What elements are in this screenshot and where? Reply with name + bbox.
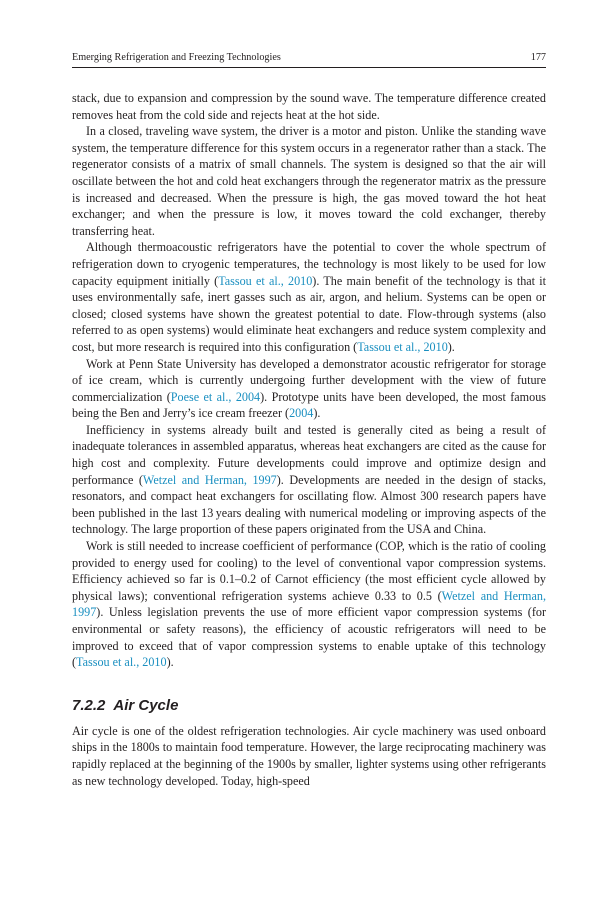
paragraph-text: ).: [166, 655, 174, 670]
paragraph: [72, 90, 546, 123]
paragraph: [72, 723, 546, 789]
paragraph: [72, 422, 546, 538]
paragraph-text: ). Unless legislation prevents the use of more efficient vapor compression systems (for environmental or safety reasons), the efficiency of acoustic refrigerators will need to be improved to exceed that of vapor compression systems to enable uptake of this technology (: [72, 605, 546, 670]
paragraph: [72, 123, 546, 239]
paragraph-text: ).: [447, 339, 455, 354]
citation-link[interactable]: Tassou et al., 2010: [218, 273, 313, 288]
section-title: Air Cycle: [113, 696, 179, 714]
running-title: Emerging Refrigeration and Freezing Technologies: [72, 52, 281, 63]
citation-link[interactable]: 2004: [289, 406, 314, 421]
paragraph-text: Inefficiency in systems already built and tested is generally cited as being a result of inadequate tolerances in assembled apparatus, whereas heat exchangers are cited as the cause for high cost and complexity. Future developments could improve and optimize design and performance (: [72, 422, 546, 487]
paragraph-text: Work is still needed to increase coefficient of performance (COP, which is the ratio of cooling provided to energy used for cooling) to the level of conventional vapor compression systems. Efficiency achieved so far is 0.1–0.2 of Carnot efficiency (the most efficient cycle allowed by physical laws); conventional refrigeration systems achieve 0.33 to 0.5 (: [72, 539, 546, 603]
paragraph-text: stack, due to expansion and compression by the sound wave. The temperature difference created removes heat from the cold side and rejects heat at the hot side.: [72, 91, 546, 122]
paragraph: [72, 356, 546, 422]
paragraph-text: ). The main benefit of the technology is that it uses environmentally safe, inert gasses such as air, argon, and helium. Systems can be open or closed; closed systems have shown the greatest potential to date. Flow-through systems (also referred to as open systems) would eliminate heat exchangers and reduce system complexity and cost, but more research is required into this configuration (: [72, 273, 546, 354]
citation-link[interactable]: Tassou et al., 2010: [357, 339, 448, 354]
paragraph-text: Air cycle is one of the oldest refrigeration technologies. Air cycle machinery was used onboard ships in the 1800s to maintain food temperature. However, the large reciprocating machinery was rapidly replaced at the beginning of the 1900s by smaller, lighter systems using other refrigerants as new technology developed. Today, high-speed: [72, 723, 546, 788]
citation-link[interactable]: Tassou et al., 2010: [76, 655, 167, 670]
section-heading: [72, 697, 546, 714]
paragraph: [72, 239, 546, 355]
paragraph-text: ). Prototype units have been developed, the most famous being the Ben and Jerry’s ice cream freezer (: [72, 389, 546, 421]
paragraph-group: [72, 723, 546, 789]
citation-link[interactable]: Poese et al., 2004: [170, 389, 261, 404]
paragraph: [72, 538, 546, 671]
paragraph-text: In a closed, traveling wave system, the driver is a motor and piston. Unlike the standing wave system, the temperature difference for this system occurs in a regenerator rather than a stack. The regenerator consists of a matrix of small channels. The system is designed so that the air will oscillate between the hot and cold heat exchangers through the regenerator matrix as the pressure is increased and decreased. When the pressure is high, the gas moved toward the hot heat exchanger; and when the pressure is low, it moves toward the cold exchanger, thereby transferring heat.: [72, 124, 546, 238]
paragraph-text: ). Developments are needed in the design of stacks, resonators, and compact heat exchangers for oscillating flow. Almost 300 research papers have been published in the last 13 years dealing with numerical modeling or improving aspects of the technology. The large proportion of these papers originated from the USA and China.: [72, 472, 547, 537]
page-number: 177: [530, 52, 546, 63]
paragraph-text: Although thermoacoustic refrigerators have the potential to cover the whole spectrum of refrigeration down to cryogenic temperatures, the technology is most likely to be used for low capacity equipment initially (: [72, 240, 546, 288]
section-number: 7.2.2: [72, 696, 106, 714]
body-text: [72, 90, 546, 789]
book-page: [72, 52, 546, 789]
paragraph-group: [72, 90, 546, 671]
paragraph-text: Work at Penn State University has developed a demonstrator acoustic refrigerator for storage of ice cream, which is currently undergoing further development with the view of future commercialization (: [72, 356, 546, 404]
citation-link[interactable]: Wetzel and Herman, 1997: [142, 472, 277, 487]
paragraph-text: ).: [313, 406, 321, 421]
citation-link[interactable]: Wetzel and Herman, 1997: [72, 588, 546, 620]
running-header: [72, 52, 546, 68]
